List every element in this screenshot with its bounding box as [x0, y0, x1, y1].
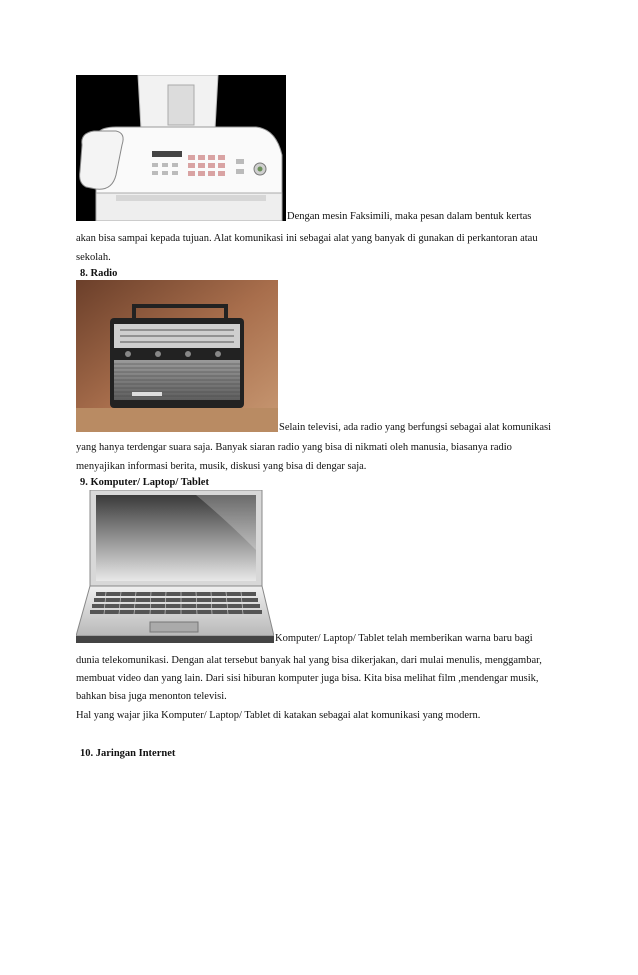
laptop-image [76, 490, 274, 643]
radio-paragraph-line: yang hanya terdengar suara saja. Banyak siaran radio yang bisa di nikmati oleh manusia, biasanya radio [76, 442, 512, 453]
computer-paragraph-line: Hal yang wajar jika Komputer/ Laptop/ Tablet di katakan sebagai alat komunikasi yang modern. [76, 710, 481, 721]
fax-machine-image [76, 75, 286, 221]
radio-paragraph-line: menyajikan informasi berita, musik, diskusi yang bisa di dengar saja. [76, 461, 367, 472]
fax-paragraph-line: sekolah. [76, 252, 111, 263]
computer-paragraph-line: dunia telekomunikasi. Dengan alat tersebut banyak hal yang bisa dikerjakan, dari mulai menulis, menggambar, [76, 655, 542, 666]
computer-caption: Komputer/ Laptop/ Tablet telah memberikan warna baru bagi [275, 633, 533, 644]
radio-caption: Selain televisi, ada radio yang berfungsi sebagai alat komunikasi [279, 422, 552, 433]
section-heading-radio: 8. Radio [80, 268, 118, 279]
fax-paragraph-line: akan bisa sampai kepada tujuan. Alat komunikasi ini sebagai alat yang banyak di gunakan di perkantoran atau [76, 233, 538, 244]
computer-paragraph-line: bahkan bisa juga menonton televisi. [76, 691, 227, 702]
section-heading-computer: 9. Komputer/ Laptop/ Tablet [80, 477, 209, 488]
radio-image [76, 280, 278, 432]
computer-paragraph-line: membuat video dan yang lain. Dari sisi hiburan komputer juga bisa. Kita bisa melihat film ,mendengar musik, [76, 673, 539, 684]
section-heading-internet: 10. Jaringan Internet [80, 748, 176, 759]
fax-caption: Dengan mesin Faksimili, maka pesan dalam bentuk kertas [287, 211, 532, 222]
